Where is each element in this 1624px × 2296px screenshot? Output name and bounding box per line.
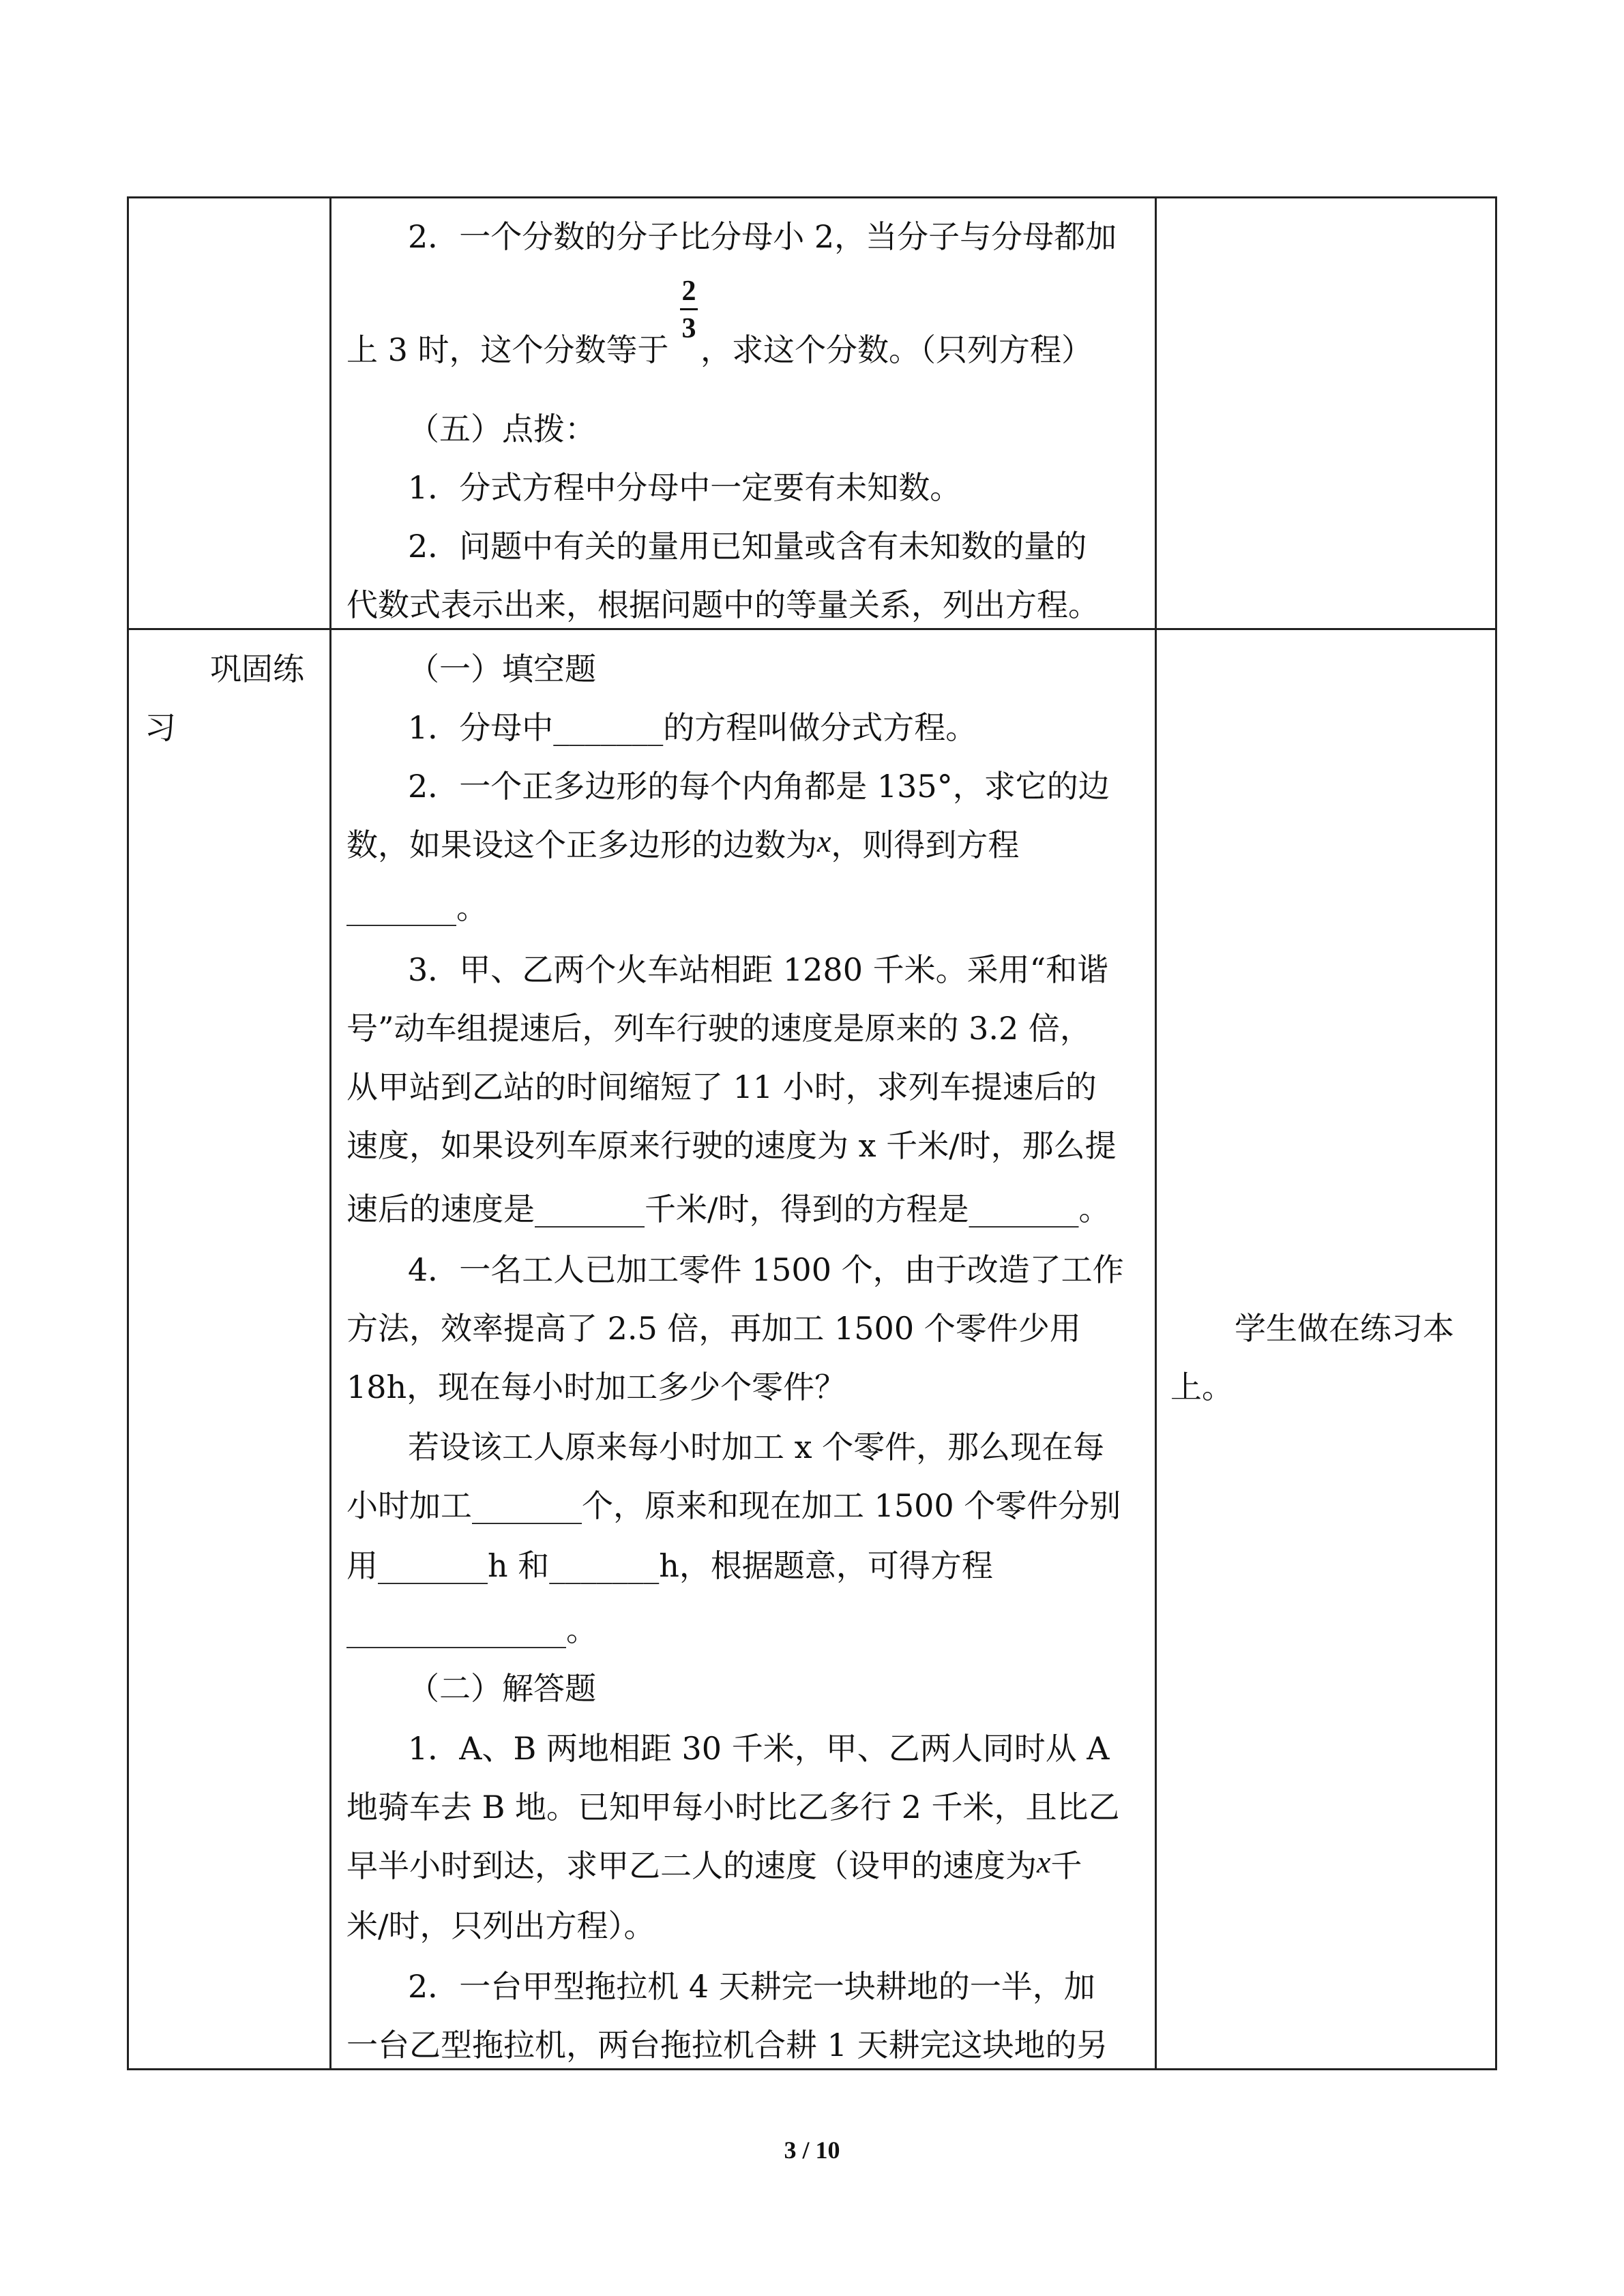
tip-heading: （五）点拨： [408,411,596,447]
fill-question-4-line-2: 方法，效率提高了 2.5 倍，再加工 1500 个零件少用 [346,1310,1081,1347]
table-column-divider-1 [329,196,331,2070]
solve-question-1-line-3-after: 千 [1050,1847,1082,1884]
table-border-top [127,196,1497,198]
fill-question-4-line-4: 若设该工人原来每小时加工 x 个零件，那么现在每 [408,1429,1105,1465]
solve-question-2-line-1: 2．一台甲型拖拉机 4 天耕完一块耕地的一半，加 [408,1968,1095,2005]
fill-question-3-line-4: 速度，如果设列车原来行驶的速度为 x 千米/时，那么提 [346,1127,1117,1164]
fraction-denominator: 3 [681,313,696,344]
question-2-line-2-after: ，求这个分数。（只列方程） [700,331,1093,368]
table-border-left [127,196,129,2070]
fraction-bar [680,308,698,310]
variable-x: x [817,824,831,859]
fill-question-4-line-1: 4．一名工人已加工零件 1500 个，由于改造了工作 [408,1251,1124,1288]
tip-item-2-line-2: 代数式表示出来，根据问题中的等量关系，列出方程。 [346,586,1099,623]
fill-question-2-line-2 [346,824,1019,866]
tip-item-1: 1．分式方程中分母中一定要有未知数。 [408,469,962,506]
fill-question-3-line-5: 速后的速度是_______千米/时，得到的方程是_______。 [346,1191,1110,1227]
stage-label-line-1: 巩固练 [210,651,304,687]
fill-question-2-line-3: _______。 [346,889,488,926]
page-number: 3 / 10 [784,2136,840,2164]
variable-x: x [1037,1845,1051,1879]
fill-question-1: 1．分母中_______的方程叫做分式方程。 [408,709,977,746]
question-2-line-2-before: 上 3 时，这个分数等于 [346,331,669,368]
fill-question-3-line-1: 3．甲、乙两个火车站相距 1280 千米。采用“和谐 [408,951,1109,988]
student-activity-line-1: 学生做在练习本 [1235,1310,1454,1347]
fill-question-3-line-2: 号”动车组提速后，列车行驶的速度是原来的 3.2 倍， [346,1010,1091,1047]
table-column-divider-2 [1155,196,1157,2070]
fill-question-4-line-6: 用_______h 和_______h，根据题意，可得方程 [346,1547,993,1584]
solve-question-2-line-2: 一台乙型拖拉机，两台拖拉机合耕 1 天耕完这块地的另 [346,2027,1108,2063]
solve-heading: （二）解答题 [408,1670,596,1707]
table-border-bottom [127,2068,1497,2070]
table-row-divider [127,628,1497,630]
fraction-numerator: 2 [681,275,696,307]
fill-question-4-line-7: ______________。 [346,1611,597,1648]
fill-question-3-line-3: 从甲站到乙站的时间缩短了 11 小时，求列车提速后的 [346,1069,1097,1105]
student-activity-line-2: 上。 [1170,1369,1233,1405]
solve-question-1-line-1: 1．A、B 两地相距 30 千米，甲、乙两人同时从 A [408,1730,1110,1767]
fill-question-2-line-1: 2．一个正多边形的每个内角都是 135°，求它的边 [408,768,1110,805]
fill-question-2-line-2-before: 数，如果设这个正多边形的边数为 [346,826,817,863]
solve-question-1-line-4: 米/时，只列出方程）。 [346,1907,655,1944]
solve-question-1-line-2: 地骑车去 B 地。已知甲每小时比乙多行 2 千米，且比乙 [346,1789,1120,1825]
fill-question-4-line-5: 小时加工_______个，原来和现在加工 1500 个零件分别 [346,1487,1121,1524]
fill-question-2-line-2-after: ，则得到方程 [831,826,1020,863]
question-2-line-1: 2．一个分数的分子比分母小 2，当分子与分母都加 [408,218,1117,255]
table-border-right [1495,196,1497,2070]
tip-item-2-line-1: 2．问题中有关的量用已知量或含有未知数的量的 [408,528,1087,565]
stage-label-line-2: 习 [145,709,176,746]
fill-question-4-line-3: 18h，现在每小时加工多少个零件？ [346,1369,846,1405]
fill-in-heading: （一）填空题 [408,651,596,687]
solve-question-1-line-3-before: 早半小时到达，求甲乙二人的速度（设甲的速度为 [346,1847,1037,1884]
solve-question-1-line-3 [346,1845,1082,1887]
